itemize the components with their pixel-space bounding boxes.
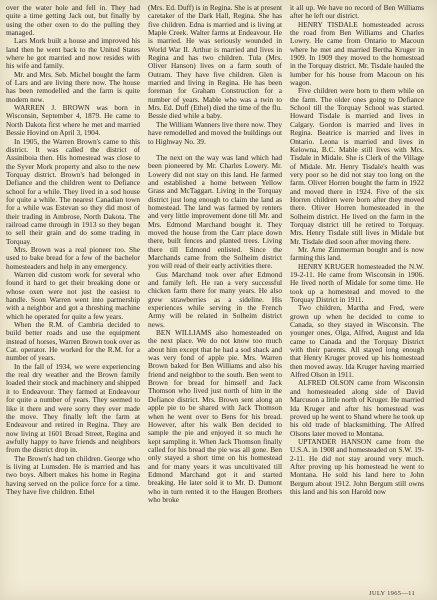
column-right (290, 4, 424, 586)
article-columns (2, 4, 428, 586)
paragraph: WARREN J. BROWN was born in Wisconsin, September 4, 1879. He came to North Dakota first where he met and married Bessie Hovind on April 3, 1904. (6, 103, 140, 138)
paragraph: Five children were born to them while on the farm. The older ones going to Defiance School till the Torquay School was started. Howard Tisdale is married and lives in Calgary. Gordon is married and lives in Regina. Beatrice is married and lives in Ontario. Leona is married and lives in Kelowna, B.C. Mable still lives with Mrs. Tisdale in Midale. She is Clerk of the Village of Midale. Mr. Henry Tisdale's health was very poor so he did not stay too long on the farm. Oliver Horren bought the farm in 1922 and moved there in 1924. Five of the six Horren children were born after they moved there. Oliver Horren homesteaded in the Solheim district. He lived on the farm in the Torquay district till he retired to Torquay. Mrs. Henry Tisdale still lives in Midale but Mr. Tisdale died soon after moving there. (290, 86, 424, 246)
page-footer: JULY 1965—11 (369, 590, 415, 597)
paragraph: UPTANDER HANSON came from the U.S.A. in 1908 and homesteaded on S.W. 19-2-11. He did not stay around very much. After proving up his homestead he went to Montana. He sold his land here to John Bergum about 1912. John Bergum still owns this land and his son Harold now (290, 436, 424, 496)
paragraph: The William Wanners live there now. They have remodelled and moved the buildings out to Highway No. 39. (148, 119, 282, 146)
paragraph: The Brown's had ten children. George who is living at Lumsden. He is married and has two boys. Albert makes his home in Regina having served on the police force for a time. They have five children. Ethel (6, 453, 140, 496)
paragraph: Mr. and Mrs. Seb. Michel bought the farm of Lars and are living there now. The house has been remodelled and the farm is quite modern now. (6, 69, 140, 104)
paragraph: BEN WILLIAMS also homesteaded on the next place. We do not know too much about him except that he had a sod shack and was very fond of apple pie. Mrs. Warren Brown baked for Ben Williams and also his friend and neighbor to the south. Ben went to Brown for bread for himself and Jack Thomson who lived just north of him in the Defiance district. Mrs. Brown sent along an apple pie to be shared with Jack Thomson when he went over to Bens for his bread. However, after his walk Ben decided to sample the pie and enjoyed it so much he kept sampling it. When Jack Thomson finally called for his bread the pie was all gone. Ben only stayed a short time on his homestead and for many years it was uncultivated till Edmond Marchand got it and started breaking. He later sold it to Mr. D. Dumont who in turn rented it to the Haugen Brothers who broke (148, 328, 282, 504)
paragraph: HENRY KRUGER homesteaded the N.W. 19-2-11. He came from Wisconsin in 1906. He lived north of Midale for some time. He took up a homestead and moved to the Torquay District in 1911. (290, 261, 424, 305)
paragraph: When the R.M. of Cambria decided to build better roads and use the equipment instead of horses, Warren Brown took over as Cat. operator. He worked for the R.M. for a number of years. (6, 320, 140, 363)
column-left (6, 4, 140, 586)
paragraph: it all up. We have no record of Ben Williams after he left our district. (290, 4, 424, 21)
paragraph: Lars Mork built a house and improved his land then he went back to the United States where he got married and now resides with his wife and family. (6, 36, 140, 71)
paragraph: Gus Marchand took over after Edmond and family left. He ran a very successful chicken farm there for many years. He also grew strawberries as a sideline. His experiences while serving in the French Army will be related in Solheim district news. (148, 269, 282, 329)
column-middle (148, 4, 282, 586)
paragraph: Mr. Arne Zimmerman bought and is now farming this land. (290, 244, 424, 263)
paragraph: The next on the way was land which had been pioneered by Mr. Charles Lowery. Mr. Lowery did not stay on this land. He farmed and established a home between Yellow Grass and McTaggart. Living in the Torquay district just long enough to claim the land as homestead. The land was farmed by renters and very little improvement done till Mr. and Mrs. Edmond Marchand bought it. They moved the house from the Carr place down there, built fences and planted trees. Living there till Edmond enlisted. Since the Marchands came from the Solheim district you will read of their early activities there. (148, 152, 282, 271)
paragraph: In 1905, the Warren Brown's came to this district. It was called the district of Assiniboia then. His homestead was close to the Syver Mork property and also to the new Torquay district. Brown's had belonged in Defiance and the children went to Defiance school for a while. They lived in a sod house for quite a while. The nearest Canadian town for a while was Estevan so they did most of their trading in Ambrose, North Dakota. The railroad came through in 1913 so they began to sell their grain and do some trading in Torquay. (6, 136, 140, 246)
paragraph: HENRY TISDALE homesteaded across the road from Ben Williams and Charles Lowry. He came from Ontario to Macoun where he met and married Bertha Kruger in 1909. In 1909 they moved to the homestead in the Torquay district. Mr. Tisdale hauled the lumber for his house from Macoun on his wagon. (290, 19, 424, 88)
paragraph: (Mrs. Ed. Duff) is in Regina. She is at present caretaker of the Dark Hall, Regina. She has five children. Edna is married and is living at Maple Creek. Walter farms at Endeavour. He is married. He was seriously wounded in World War II. Arthur is married and lives in Regina and has two children. Tula (Mrs. Oliver Hanson) lives on a farm south of Outram. They have five children. Glen is married and living in Regina. He has been foreman for Graham Construction for a number of years. Mable who was a twin to Mrs. Ed. Duff (Ethel) died the time of the flu. Bessie died while a baby. (148, 4, 282, 121)
paragraph: Two children, Martha and Fred, were grown up when he decided to come to Canada, so they stayed in Wisconsin. The younger ones, Olga, Alfred, August and Ida came to Canada and the Torquay District with their parents. All stayed long enough that Henry Kruger proved up his homestead then moved away. Ida Kruger having married Alfred Olson in 1911. (290, 303, 424, 380)
paragraph: over the water hole and fell in. They had quite a time getting Jack out, but finally by using the other oxen to do the pulling they managed. (6, 4, 140, 38)
paragraph: Warren did custom work for several who found it hard to get their breaking done or whose oxen were not just the easiest to handle. Soon Warren went into partnership with a neighbor and got a threshing machine which he operated for quite a few years. (6, 270, 140, 321)
paragraph: ALFRED OLSON came from Wisconsin and homesteaded along side of David Marcuson a little north of Kruger. He married Ida Kruger and after his homestead was proved up he went to Shand where he took up his old trade of blacksmithing. The Alfred Olsons later moved to Montana. (290, 378, 424, 438)
paragraph: In the fall of 1934, we were experiencing the real dry weather and the Brown family loaded their stock and machinery and shipped it to Endeavour. They farmed at Endeavour for quite a number of years. They seemed to like it there and were sorry they ever made the move. They finally left the farm at Endeavour and retired in Regina. They are now living at 1601 Broad Street, Regina and awfully happy to have friends and neighbors from the district drop in. (6, 361, 140, 455)
paragraph: Mrs. Brown was a real pioneer too. She used to bake bread for a few of the bachelor homesteaders and help in any emergency. (6, 244, 140, 271)
